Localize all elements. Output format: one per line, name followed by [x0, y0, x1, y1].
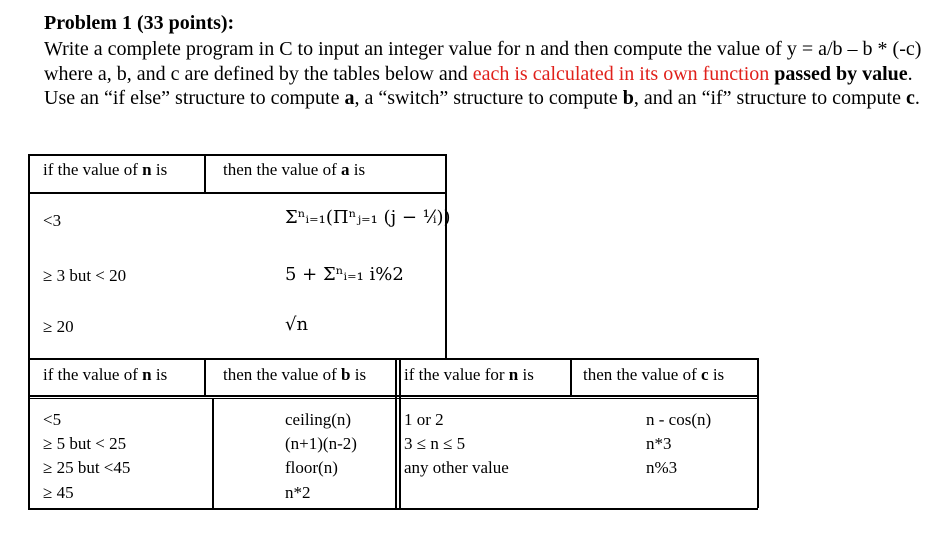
- table-a-cond-1: <3: [43, 211, 62, 230]
- table-b-cond-3: ≥ 25 but <45: [43, 458, 131, 477]
- statement-part: Write a complete program in C to input an integer value for n and then compute the value of y = a/b – b * (-c) where a, b, and c are defined by the tables below and: [44, 38, 922, 85]
- statement-var-b: b: [622, 87, 634, 109]
- statement-var-c: c: [905, 87, 915, 109]
- statement-part: .: [914, 87, 920, 109]
- table-b-value-4: n*2: [285, 483, 311, 502]
- table-b-cond-2: ≥ 5 but < 25: [43, 434, 127, 453]
- table-c-value-1: n - cos(n): [646, 410, 712, 429]
- table-a-expr-2: 5 + Σⁿᵢ₌₁ i%2: [285, 264, 404, 285]
- table-b-cond-1: <5: [43, 410, 62, 429]
- table-a-cond-3: ≥ 20: [43, 317, 74, 336]
- statement-part: , and an “if” structure to compute: [633, 87, 906, 109]
- table-a-header-n: if the value of n is: [43, 160, 168, 179]
- table-c-value-3: n%3: [646, 458, 678, 477]
- table-a-expr-3: √n: [285, 314, 309, 335]
- table-a-cond-2: ≥ 3 but < 20: [43, 266, 127, 285]
- problem-statement: [44, 37, 924, 111]
- statement-var-a: a: [344, 87, 355, 109]
- table-b-cond-4: ≥ 45: [43, 483, 74, 502]
- table-c-value-2: n*3: [646, 434, 672, 453]
- table-c-header-c: then the value of c is: [583, 365, 725, 384]
- table-b-header-b: then the value of b is: [223, 365, 367, 384]
- table-b-value-3: floor(n): [285, 458, 338, 477]
- problem-title: Problem 1 (33 points):: [44, 12, 235, 34]
- table-a-header-a: then the value of a is: [223, 160, 366, 179]
- table-c-cond-2: 3 ≤ n ≤ 5: [404, 434, 466, 453]
- table-b-header-n: if the value of n is: [43, 365, 168, 384]
- statement-bold: passed by value: [774, 62, 908, 85]
- table-c-cond-1: 1 or 2: [404, 410, 444, 429]
- table-b-value-1: ceiling(n): [285, 410, 352, 429]
- table-c-header-n: if the value for n is: [404, 365, 534, 384]
- statement-part: . Use an “if else” structure to compute: [44, 62, 913, 109]
- statement-highlight: each is calculated in its own function: [472, 62, 770, 85]
- statement-part: , a “switch” structure to compute: [354, 87, 623, 109]
- table-c-cond-3: any other value: [404, 458, 509, 477]
- table-a-expr-1: Σⁿᵢ₌₁(Πⁿⱼ₌₁ (j − ¹⁄ᵢ)): [285, 207, 451, 228]
- table-b-value-2: (n+1)(n-2): [285, 434, 357, 453]
